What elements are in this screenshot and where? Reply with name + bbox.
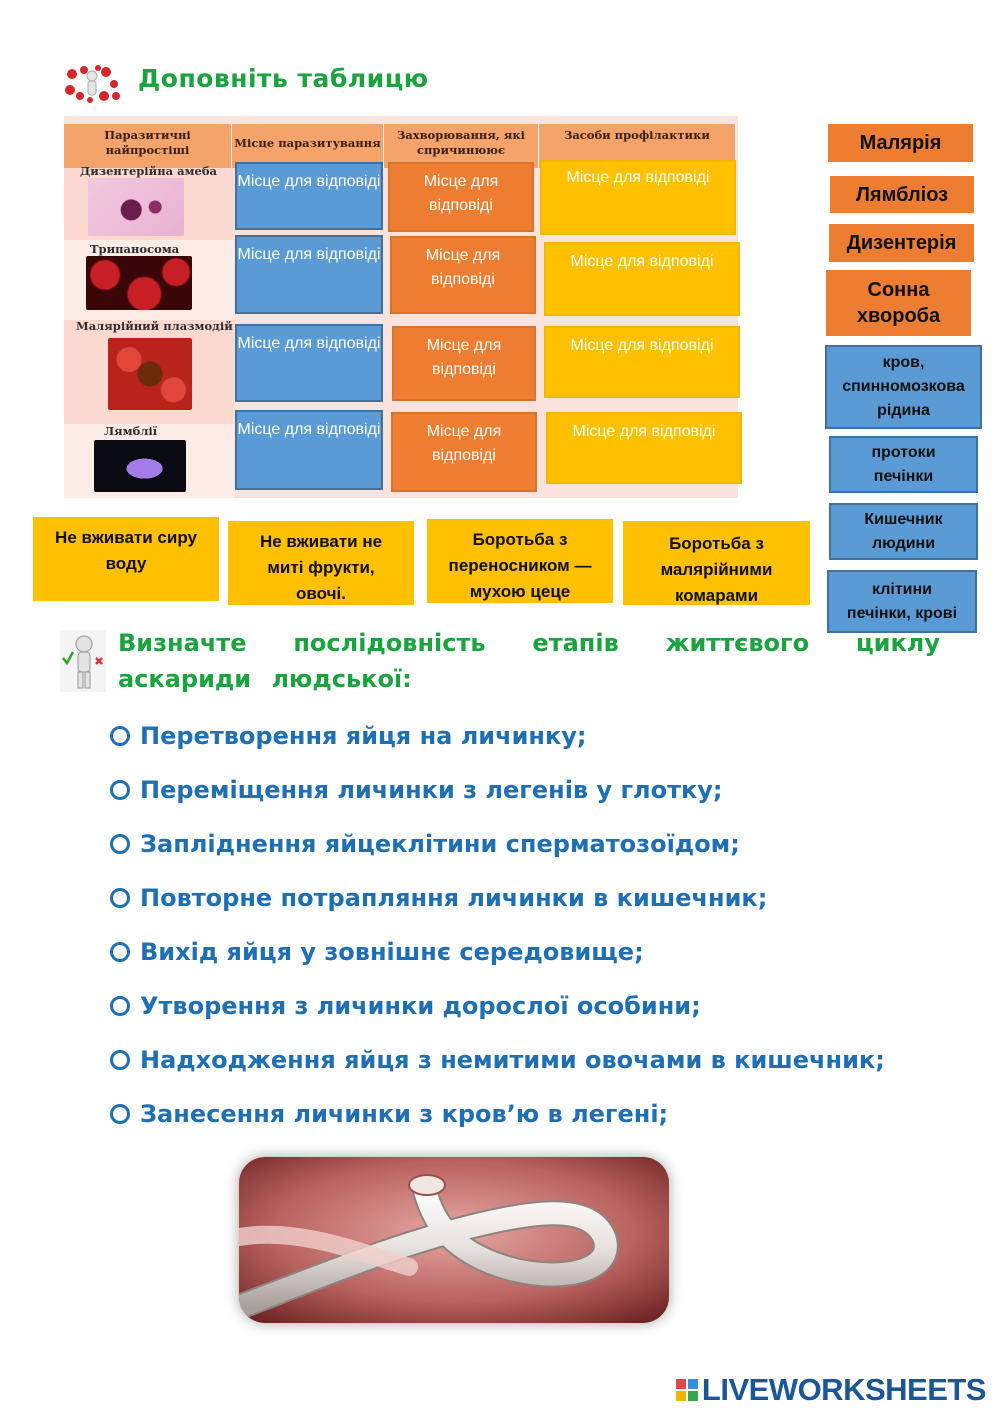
drag-label-tsetse-fight[interactable]: Боротьба з переносником — мухою цеце	[427, 519, 613, 603]
step-item[interactable]	[110, 1046, 885, 1074]
radio-circle-icon	[110, 942, 130, 962]
answer-disease-amoeba[interactable]: Місце для відповіді	[388, 162, 534, 232]
step-text: Надходження яйця з немитими овочами в кишечник;	[140, 1046, 885, 1074]
answer-prevention-trypanosoma[interactable]: Місце для відповіді	[544, 242, 740, 316]
step-text: Утворення з личинки дорослої особини;	[140, 992, 701, 1020]
table-header-location: Місце паразитування	[232, 124, 384, 168]
row-label-amoeba: Дизентерійна амеба	[80, 164, 217, 178]
drag-label-sleeping-sickness[interactable]: Сонна хвороба	[826, 270, 971, 336]
drag-label-liver-ducts[interactable]: протоки печінки	[829, 436, 978, 493]
drag-label-dysentery[interactable]: Дизентерія	[829, 224, 974, 262]
parasite-table	[64, 116, 738, 498]
section2-title: Визначте послідовність етапів життєвого циклу аскариди людської:	[118, 629, 940, 693]
table-header-parasites: Паразитичні найпростіші	[64, 124, 232, 168]
step-text: Вихід яйця у зовнішнє середовище;	[140, 938, 644, 966]
radio-circle-icon	[110, 780, 130, 800]
radio-circle-icon	[110, 726, 130, 746]
radio-circle-icon	[110, 1050, 130, 1070]
answer-disease-giardia[interactable]: Місце для відповіді	[391, 412, 537, 492]
step-text: Перетворення яйця на личинку;	[140, 722, 587, 750]
answer-prevention-giardia[interactable]: Місце для відповіді	[546, 412, 742, 484]
table-header-prevention: Засоби профілактики	[539, 124, 736, 168]
step-item[interactable]	[110, 1100, 668, 1128]
amoeba-image	[88, 178, 184, 236]
radio-circle-icon	[110, 834, 130, 854]
answer-location-plasmodium[interactable]: Місце для відповіді	[235, 324, 383, 402]
step-item[interactable]	[110, 938, 644, 966]
drag-label-giardiasis[interactable]: Лямбліоз	[830, 176, 974, 213]
table-header-disease: Захворювання, які спричинюює	[384, 124, 539, 168]
section1-title: Доповніть таблицю	[138, 64, 429, 93]
step-item[interactable]	[110, 884, 767, 912]
drag-label-no-unwashed-food[interactable]: Не вживати не миті фрукти, овочі.	[228, 521, 414, 605]
radio-circle-icon	[110, 888, 130, 908]
answer-disease-plasmodium[interactable]: Місце для відповіді	[392, 326, 536, 401]
brand-name: LIVEWORKSHEETS	[701, 1372, 986, 1407]
check-person-icon	[60, 630, 106, 692]
answer-location-amoeba[interactable]: Місце для відповіді	[235, 162, 383, 230]
step-item[interactable]	[110, 722, 587, 750]
live-logo-icon	[675, 1378, 699, 1402]
drag-label-no-raw-water[interactable]: Не вживати сиру воду	[33, 517, 219, 601]
answer-prevention-plasmodium[interactable]: Місце для відповіді	[544, 326, 740, 398]
answer-disease-trypanosoma[interactable]: Місце для відповіді	[390, 236, 536, 314]
drag-label-human-intestine[interactable]: Кишечник людини	[829, 503, 978, 560]
roundworm-image	[239, 1157, 669, 1323]
step-text: Переміщення личинки з легенів у глотку;	[140, 776, 723, 804]
step-text: Занесення личинки з кров’ю в легені;	[140, 1100, 669, 1128]
drag-label-malaria[interactable]: Малярія	[828, 124, 973, 162]
row-label-giardia: Лямблії	[104, 424, 158, 438]
giardia-image	[94, 440, 186, 492]
step-text: Повторне потрапляння личинки в кишечник;	[140, 884, 768, 912]
plasmodium-image	[108, 338, 192, 410]
radio-circle-icon	[110, 996, 130, 1016]
trypanosoma-image	[86, 256, 192, 310]
puzzle-people-icon	[62, 62, 122, 104]
drag-label-blood-csf[interactable]: кров, спинномозкова рідина	[825, 345, 982, 429]
answer-location-trypanosoma[interactable]: Місце для відповіді	[235, 235, 383, 314]
answer-location-giardia[interactable]: Місце для відповіді	[235, 410, 383, 490]
row-label-plasmodium: Малярійний плазмодій	[76, 319, 233, 333]
row-label-trypanosoma: Трипаносома	[90, 242, 180, 256]
answer-prevention-amoeba[interactable]: Місце для відповіді	[540, 160, 736, 235]
step-item[interactable]	[110, 992, 701, 1020]
liveworksheets-logo	[675, 1372, 986, 1408]
drag-label-mosquito-fight[interactable]: Боротьба з малярійними комарами	[623, 521, 810, 605]
step-item[interactable]	[110, 776, 723, 804]
step-item[interactable]	[110, 830, 740, 858]
step-text: Запліднення яйцеклітини сперматозоїдом;	[140, 830, 740, 858]
drag-label-liver-blood-cells[interactable]: клітини печінки, крові	[827, 570, 977, 633]
radio-circle-icon	[110, 1104, 130, 1124]
